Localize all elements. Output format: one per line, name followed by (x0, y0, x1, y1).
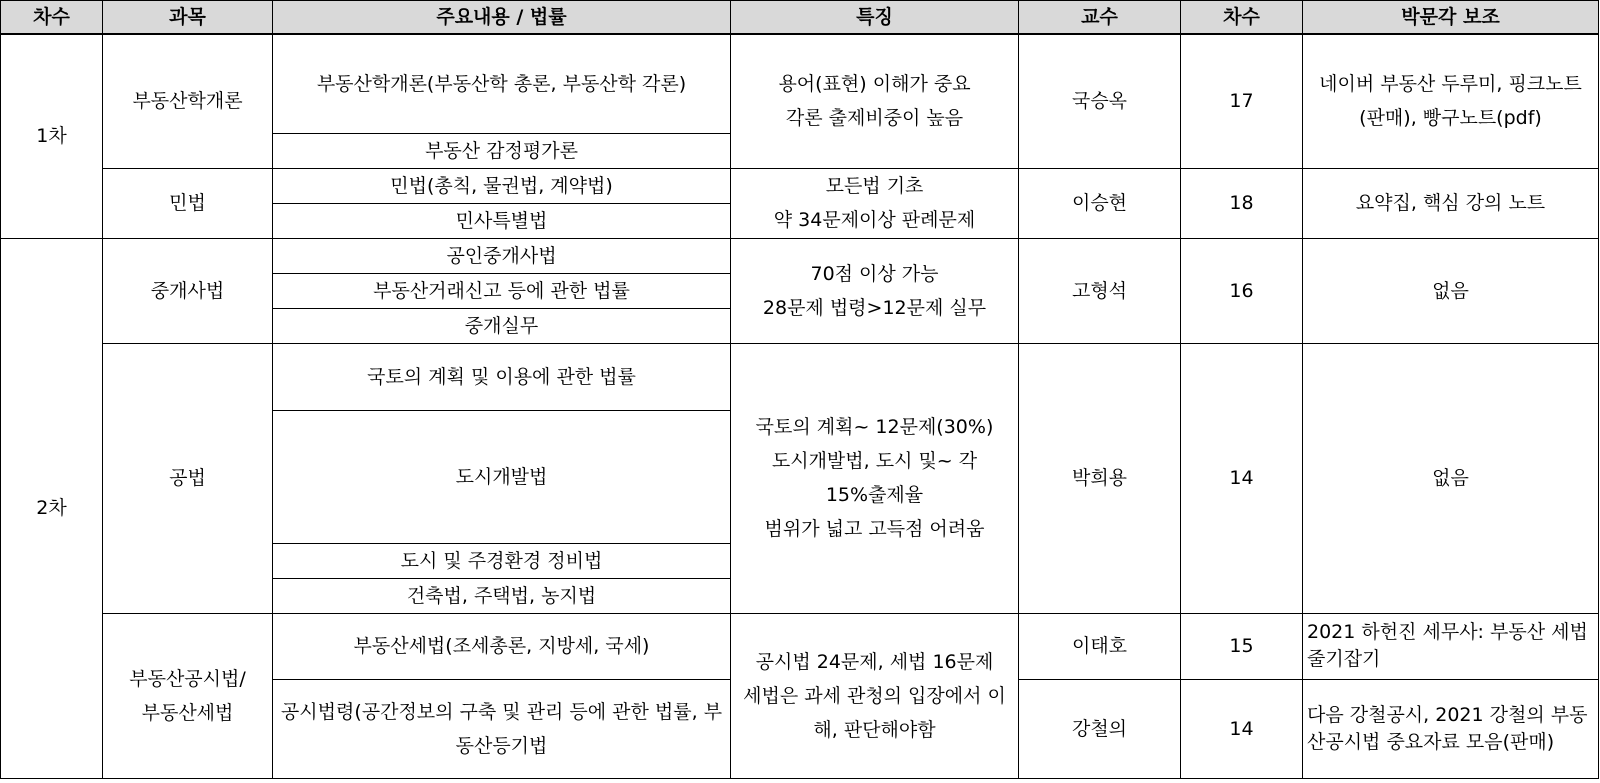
professor-cell: 박희용 (1019, 343, 1181, 613)
subject-line: 부동산세법 (141, 701, 234, 724)
feature-line: 범위가 넓고 고득점 어려움 (764, 518, 985, 540)
count-cell: 16 (1181, 238, 1303, 343)
content-cell: 민사특별법 (273, 203, 731, 238)
count-cell: 15 (1181, 613, 1303, 679)
subject-line: 부동산공시법/ (129, 667, 246, 690)
feature-cell (731, 168, 1019, 238)
support-cell: 2021 하헌진 세무사: 부동산 세법 줄기잡기 (1303, 613, 1599, 679)
header-contents: 주요내용 / 법률 (273, 1, 731, 35)
feature-cell (731, 613, 1019, 778)
content-cell: 부동산학개론(부동산학 총론, 부동산학 각론) (273, 34, 731, 133)
feature-line: 약 34문제이상 판례문제 (773, 209, 976, 231)
subject-cell: 민법 (103, 168, 273, 238)
feature-line: 도시개발법, 도시 및~ 각 (771, 450, 978, 472)
feature-line: 세법은 과세 관청의 입장에서 이해, 판단해야함 (743, 684, 1006, 741)
feature-line: 용어(표현) 이해가 중요 (778, 73, 971, 96)
feature-line: 모든법 기초 (825, 175, 924, 197)
feature-cell (731, 34, 1019, 168)
content-cell: 공시법령(공간정보의 구축 및 관리 등에 관한 법률, 부동산등기법 (273, 679, 731, 778)
support-cell: 없음 (1303, 238, 1599, 343)
count-cell: 14 (1181, 679, 1303, 778)
content-cell: 공인중개사법 (273, 238, 731, 273)
support-cell: 네이버 부동산 두루미, 핑크노트(판매), 빵구노트(pdf) (1303, 34, 1599, 168)
table-row (1, 343, 1599, 410)
professor-cell: 강철의 (1019, 679, 1181, 778)
subject-cell: 공법 (103, 343, 273, 613)
content-cell: 부동산 감정평가론 (273, 133, 731, 168)
feature-cell (731, 343, 1019, 613)
header-row (1, 1, 1599, 35)
professor-cell: 고형석 (1019, 238, 1181, 343)
professor-cell: 국승옥 (1019, 34, 1181, 168)
content-cell: 중개실무 (273, 308, 731, 343)
support-cell: 요약집, 핵심 강의 노트 (1303, 168, 1599, 238)
header-professor: 교수 (1019, 1, 1181, 35)
content-cell: 부동산거래신고 등에 관한 법률 (273, 273, 731, 308)
feature-cell (731, 238, 1019, 343)
count-cell: 18 (1181, 168, 1303, 238)
feature-line: 15%출제율 (825, 484, 924, 506)
support-cell: 다음 강철공시, 2021 강철의 부동산공시법 중요자료 모음(판매) (1303, 679, 1599, 778)
feature-line: 공시법 24문제, 세법 16문제 (755, 650, 994, 673)
content-cell: 부동산세법(조세총론, 지방세, 국세) (273, 613, 731, 679)
table-row (1, 613, 1599, 679)
header-subject: 과목 (103, 1, 273, 35)
round-cell-2: 2차 (1, 238, 103, 778)
content-cell: 민법(총칙, 물권법, 계약법) (273, 168, 731, 203)
support-cell: 없음 (1303, 343, 1599, 613)
content-cell: 도시개발법 (273, 410, 731, 543)
content-cell: 도시 및 주경환경 정비법 (273, 543, 731, 578)
table-row (1, 168, 1599, 203)
header-round: 차수 (1, 1, 103, 35)
subject-cell (103, 613, 273, 778)
subject-cell: 중개사법 (103, 238, 273, 343)
feature-line: 70점 이상 가능 (810, 262, 939, 285)
header-support: 박문각 보조 (1303, 1, 1599, 35)
subject-cell: 부동산학개론 (103, 34, 273, 168)
table-row (1, 238, 1599, 273)
header-count: 차수 (1181, 1, 1303, 35)
feature-line: 28문제 법령>12문제 실무 (762, 296, 987, 319)
count-cell: 14 (1181, 343, 1303, 613)
table-row (1, 34, 1599, 133)
header-features: 특징 (731, 1, 1019, 35)
feature-line: 국토의 계획~ 12문제(30%) (755, 416, 994, 438)
content-cell: 건축법, 주택법, 농지법 (273, 578, 731, 613)
professor-cell: 이태호 (1019, 613, 1181, 679)
feature-line: 각론 출제비중이 높음 (785, 107, 964, 130)
count-cell: 17 (1181, 34, 1303, 168)
content-cell: 국토의 계획 및 이용에 관한 법률 (273, 343, 731, 410)
round-cell-1: 1차 (1, 34, 103, 238)
professor-cell: 이승현 (1019, 168, 1181, 238)
